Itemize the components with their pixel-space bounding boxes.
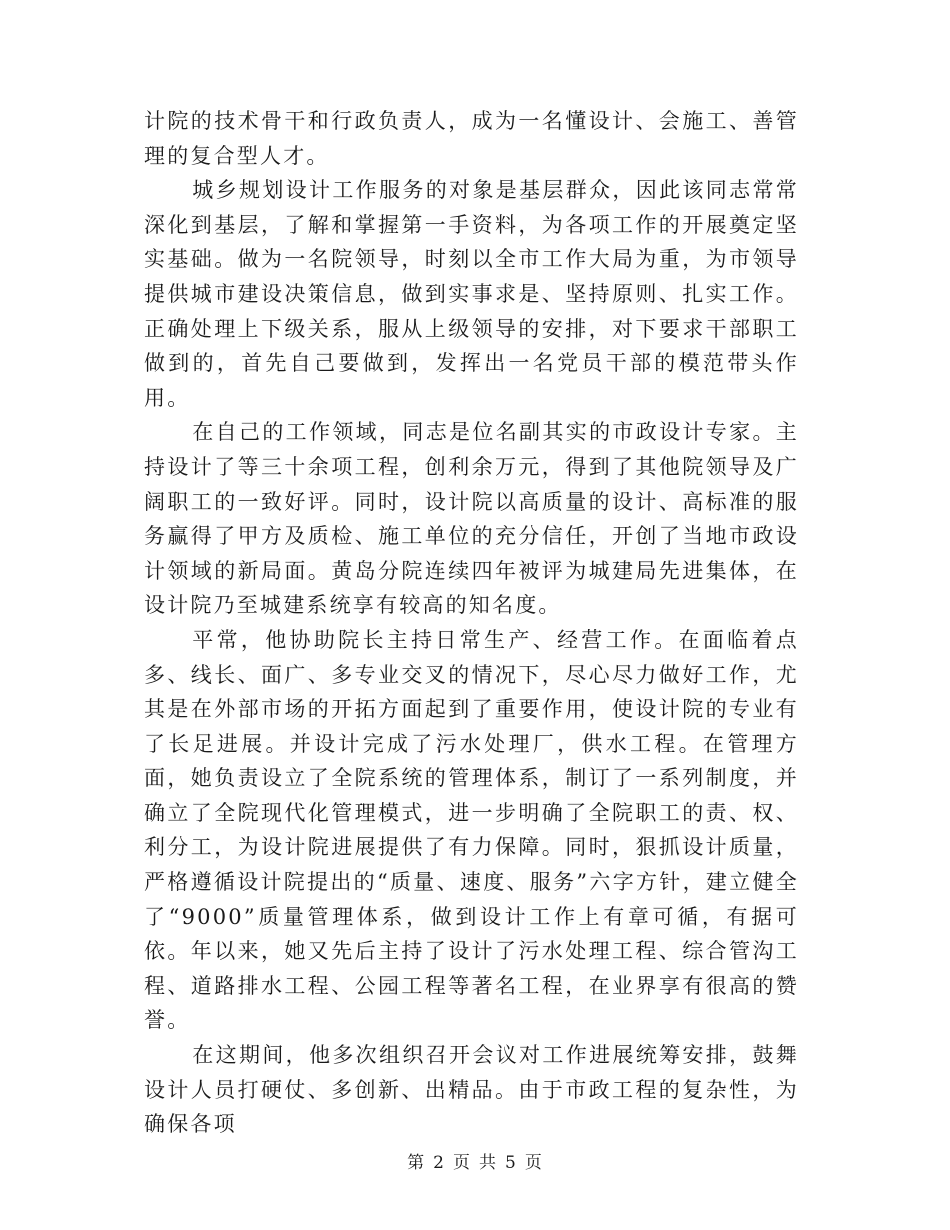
- page-footer: [0, 1148, 950, 1173]
- paragraph-3: 在自己的工作领域，同志是位名副其实的市政设计专家。主持设计了等三十余项工程，创利余万元，得到了其他院领导及广阔职工的一致好评。同时，设计院以高质量的设计、高标准的服务赢得了甲方及质检、施工单位的充分信任，开创了当地市政设计领域的新局面。黄岛分院连续四年被评为城建局先进集体，在设计院乃至城建系统享有较高的知名度。: [144, 420, 799, 618]
- footer-page-word: 页: [453, 1153, 471, 1173]
- paragraph-1: 计院的技术骨干和行政负责人，成为一名懂设计、会施工、善管理的复合型人才。: [144, 109, 799, 168]
- paragraph-4: 平常，他协助院长主持日常生产、经营工作。在面临着点多、线长、面广、多专业交叉的情况下，尽心尽力做好工作，尤其是在外部市场的开拓方面起到了重要作用，使设计院的专业有了长足进展。并设计完成了污水处理厂，供水工程。在管理方面，她负责设立了全院系统的管理体系，制订了一系列制度，并确立了全院现代化管理模式，进一步明确了全院职工的责、权、利分工，为设计院进展提供了有力保障。同时，狠抓设计质量，严格遵循设计院提出的“质量、速度、服务”六字方针，建立健全了“9000”质量管理体系，做到设计工作上有章可循，有据可依。年以来，她又先后主持了设计了污水处理工程、综合管沟工程、道路排水工程、公园工程等著名工程，在业界享有很高的赞誉。: [144, 627, 799, 1033]
- footer-total-word: 共: [479, 1153, 497, 1173]
- document-body: [144, 104, 799, 1142]
- footer-suffix: 页: [524, 1153, 543, 1173]
- paragraph-5: 在这期间，他多次组织召开会议对工作进展统筹安排，鼓舞设计人员打硬仗、多创新、出精品。由于市政工程的复杂性，为确保各项: [144, 1043, 799, 1137]
- page-number-total: 5: [505, 1153, 517, 1173]
- page-number-current: 2: [433, 1153, 445, 1173]
- paragraph-2: 城乡规划设计工作服务的对象是基层群众，因此该同志常常深化到基层，了解和掌握第一手资料，为各项工作的开展奠定坚实基础。做为一名院领导，时刻以全市工作大局为重，为市领导提供城市建设决策信息，做到实事求是、坚持原则、扎实工作。正确处理上下级关系，服从上级领导的安排，对下要求干部职工做到的，首先自己要做到，发挥出一名党员干部的模范带头作用。: [144, 178, 799, 410]
- footer-prefix: 第: [407, 1153, 426, 1173]
